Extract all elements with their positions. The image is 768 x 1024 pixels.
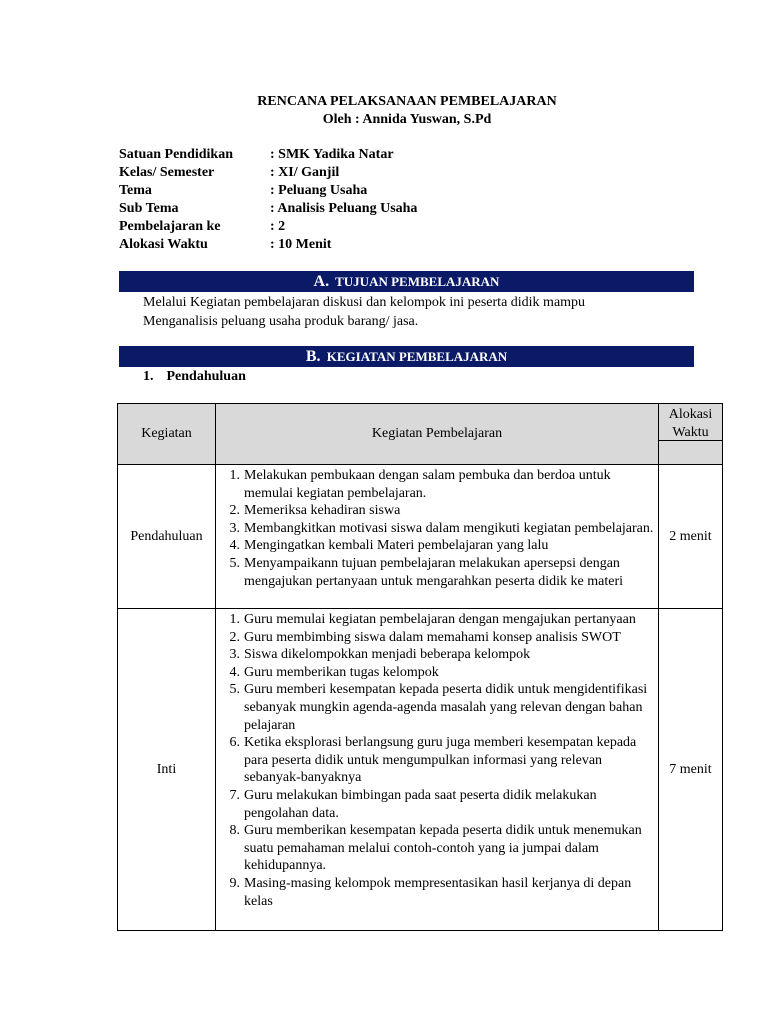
row-pendahuluan-kegiatan: Pendahuluan [118, 465, 216, 609]
info-value-satuan: : SMK Yadika Natar [270, 147, 394, 162]
table-row-inti [118, 609, 723, 931]
row-pendahuluan-activities [216, 465, 659, 609]
list-item: 3. Siswa dikelompokkan menjadi beberapa kelompok [229, 647, 531, 663]
info-label-alokasi: Alokasi Waktu [119, 237, 208, 252]
list-item: 5. Menyampaikann tujuan pembelajaran melakukan apersepsi dengan mengajukan pertanyaan untuk mengarahkan peserta didik ke materi [229, 555, 624, 589]
subsection-title: Pendahuluan [166, 369, 246, 384]
list-item: 2. Memeriksa kehadiran siswa [229, 503, 401, 519]
info-value-alokasi: : 10 Menit [270, 237, 332, 252]
list-item: 1. Guru memulai kegiatan pembelajaran dengan mengajukan pertanyaan [229, 612, 636, 627]
list-item: 8. Guru memberikan kesempatan kepada peserta didik untuk menemukan suatu pemahaman melalui contoh-contoh yang ia jumpai dalam kehidupannya. [229, 823, 642, 874]
section-b-letter: B. [305, 348, 321, 365]
info-label-tema: Tema [119, 183, 152, 198]
info-label-satuan: Satuan Pendidikan [119, 147, 233, 162]
info-label-kelas: Kelas/ Semester [119, 165, 215, 180]
list-item: 9. Masing-masing kelompok mempresentasikan hasil kerjanya di depan kelas [229, 875, 632, 909]
table-row-pendahuluan [118, 465, 723, 609]
section-a-text-line1: Melalui Kegiatan pembelajaran diskusi dan kelompok ini peserta didik mampu [143, 295, 586, 310]
list-item: 4. Guru memberikan tugas kelompok [229, 664, 439, 680]
document-author: Oleh : Annida Yuswan, S.Pd [322, 112, 492, 127]
list-item: 2. Guru membimbing siswa dalam memahami konsep analisis SWOT [229, 629, 621, 645]
info-label-subtema: Sub Tema [119, 201, 179, 216]
section-a-letter: A. [313, 273, 330, 290]
header-alokasi-waktu [659, 404, 723, 465]
table-header-row [118, 404, 723, 465]
section-b-title: KEGIATAN PEMBELAJARAN [326, 349, 508, 364]
list-item: 6. Ketika eksplorasi berlangsung guru juga memberi kesempatan kepada para peserta didik untuk mengumpulkan informasi yang relevan sebanyak-banyaknya [229, 735, 637, 786]
header-kegiatan-pembelajaran: Kegiatan Pembelajaran [216, 404, 659, 465]
section-b-header [119, 346, 694, 367]
row-inti-alokasi: 7 menit [659, 609, 723, 931]
list-item: 1. Melakukan pembukaan dengan salam pembuka dan berdoa untuk memulai kegiatan pembelajaran. [229, 468, 611, 501]
list-item: 7. Guru melakukan bimbingan pada saat peserta didik melakukan pengolahan data. [229, 787, 597, 821]
pendahuluan-list [220, 467, 654, 590]
section-a-text-line2: Menganalisis peluang usaha produk barang/ jasa. [143, 314, 419, 329]
subsection-number: 1. [143, 369, 154, 384]
list-item: 3. Membangkitkan motivasi siswa dalam mengikuti kegiatan pembelajaran. [229, 520, 654, 536]
section-a-header [119, 271, 694, 292]
list-item: 5. Guru memberi kesempatan kepada peserta didik untuk mengidentifikasi sebanyak mungkin agenda-agenda masalah yang relevan dengan bahan pelajaran [229, 682, 648, 733]
list-item: 4. Mengingatkan kembali Materi pembelajaran yang lalu [229, 538, 549, 554]
header-alokasi-subcell [659, 440, 722, 464]
row-inti-kegiatan: Inti [118, 609, 216, 931]
header-alokasi-line2: Waktu [672, 425, 709, 440]
subsection-heading [143, 369, 246, 385]
info-value-kelas: : XI/ Ganjil [270, 165, 340, 180]
document-title: RENCANA PELAKSANAAN PEMBELAJARAN [257, 94, 557, 109]
info-value-tema: : Peluang Usaha [270, 183, 368, 198]
header-alokasi-line1: Alokasi [668, 407, 713, 422]
info-value-subtema: : Analisis Peluang Usaha [270, 201, 418, 216]
activities-table [117, 403, 723, 931]
header-kegiatan: Kegiatan [118, 404, 216, 465]
row-pendahuluan-alokasi: 2 menit [659, 465, 723, 609]
inti-list [220, 611, 654, 910]
section-a-title: TUJUAN PEMBELAJARAN [335, 274, 500, 289]
info-label-pembelajaran: Pembelajaran ke [119, 219, 221, 234]
info-value-pembelajaran: : 2 [270, 219, 286, 234]
row-inti-activities [216, 609, 659, 931]
